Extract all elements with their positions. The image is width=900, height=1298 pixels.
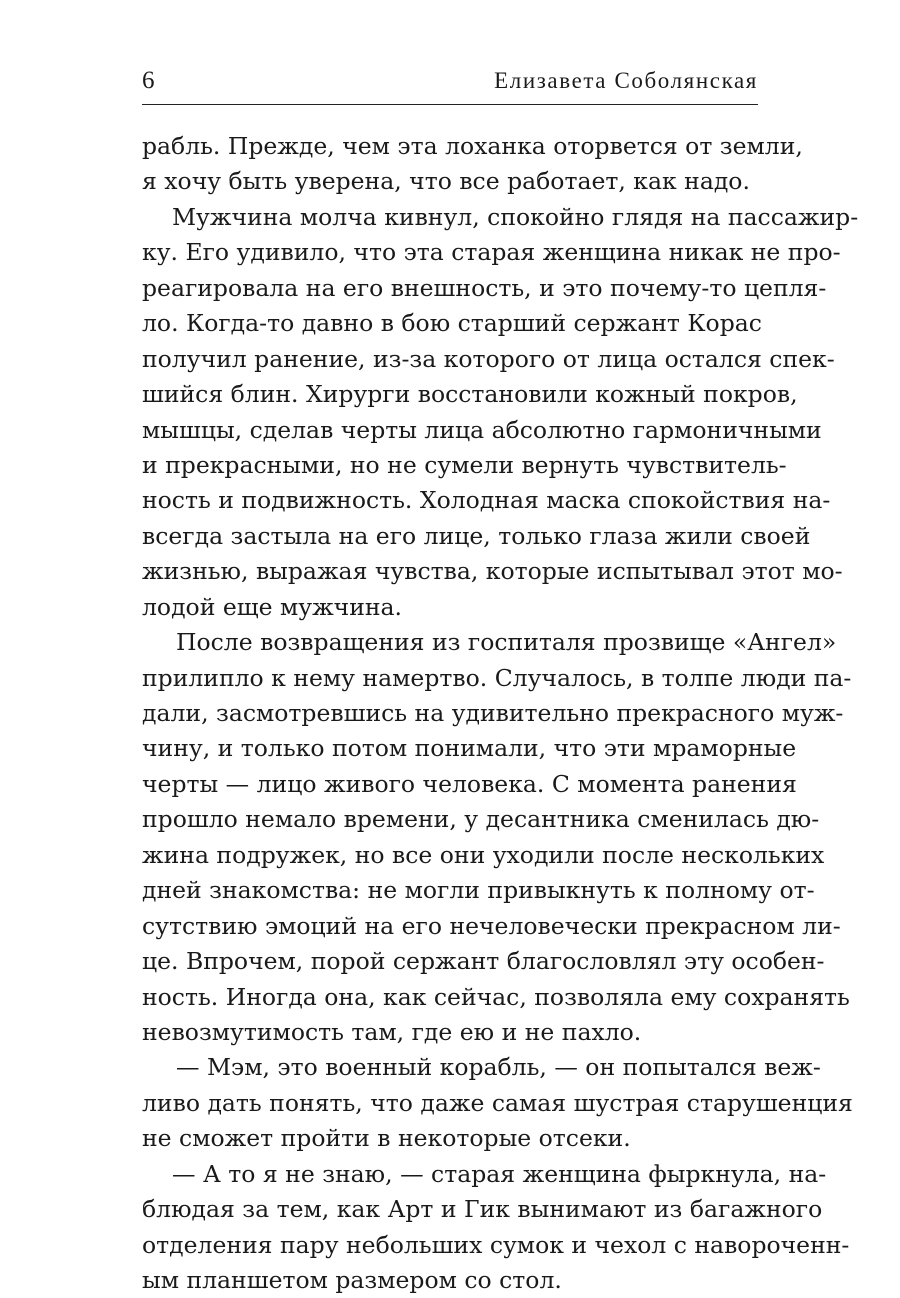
text-line: Мужчина молча кивнул, спокойно глядя на пассажир- [172, 202, 859, 231]
text-line: черты — лицо живого человека. С момента ранения [142, 769, 797, 798]
text-line: невозмутимость там, где ею и не пахло. [142, 1017, 642, 1046]
text-line: ку. Его удивило, что эта старая женщина никак не про- [142, 238, 841, 267]
text-line: мышцы, сделав черты лица абсолютно гармоничными [142, 415, 822, 444]
text-line: жина подружек, но все они уходили после нескольких [142, 840, 825, 869]
text-line: лодой еще мужчина. [142, 592, 403, 621]
text-line: дней знакомства: не могли привыкнуть к полному от- [142, 876, 815, 905]
text-line: ым планшетом размером со стол. [142, 1266, 562, 1294]
header-divider [142, 104, 758, 105]
author-name: Елизавета Соболянская [494, 68, 758, 93]
text-line: После возвращения из госпиталя прозвище «Ангел» [176, 628, 837, 657]
text-line: я хочу быть уверена, что все работает, как надо. [142, 167, 750, 196]
running-header [142, 66, 758, 96]
text-line: и прекрасными, но не сумели вернуть чувствитель- [142, 450, 787, 479]
text-line: отделения пару небольших сумок и чехол с навороченн- [142, 1230, 850, 1259]
text-line: ность. Иногда она, как сейчас, позволяла ему сохранять [142, 982, 850, 1011]
text-line: получил ранение, из-за которого от лица остался спек- [142, 344, 835, 373]
text-line: рабль. Прежде, чем эта лоханка оторвется от земли, [142, 132, 803, 160]
text-line: сутствию эмоций на его нечеловечески прекрасном ли- [142, 911, 841, 940]
text-line: — Мэм, это военный корабль, — он попытался веж- [176, 1053, 821, 1082]
text-line: реагировала на его внешность, и это почему-то цепля- [142, 273, 827, 302]
text-line: жизнью, выражая чувства, которые испытывал этот мо- [142, 557, 843, 586]
text-line: прошло немало времени, у десантника сменилась дю- [142, 805, 820, 834]
text-line: не сможет пройти в некоторые отсеки. [142, 1124, 631, 1153]
text-line: це. Впрочем, порой сержант благословлял эту особен- [142, 947, 825, 976]
body-text [142, 129, 859, 1298]
text-line: ливо дать понять, что даже самая шустрая старушенция [142, 1088, 853, 1117]
text-line: блюдая за тем, как Арт и Гик вынимают из багажного [142, 1195, 823, 1224]
text-line: всегда застыла на его лице, только глаза жили своей [142, 521, 811, 550]
text-line: — А то я не знаю, — старая женщина фыркнула, на- [172, 1159, 827, 1188]
text-line: прилипло к нему намертво. Случалось, в толпе люди па- [142, 663, 852, 692]
text-line: ло. Когда-то давно в бою старший сержант Корас [142, 309, 762, 338]
text-line: дали, засмотревшись на удивительно прекрасного муж- [142, 699, 844, 727]
page-number: 6 [142, 67, 155, 94]
text-line: чину, и только потом понимали, что эти мраморные [142, 734, 797, 763]
text-line: шийся блин. Хирурги восстановили кожный покров, [142, 380, 798, 409]
text-line: ность и подвижность. Холодная маска спокойствия на- [142, 486, 831, 515]
